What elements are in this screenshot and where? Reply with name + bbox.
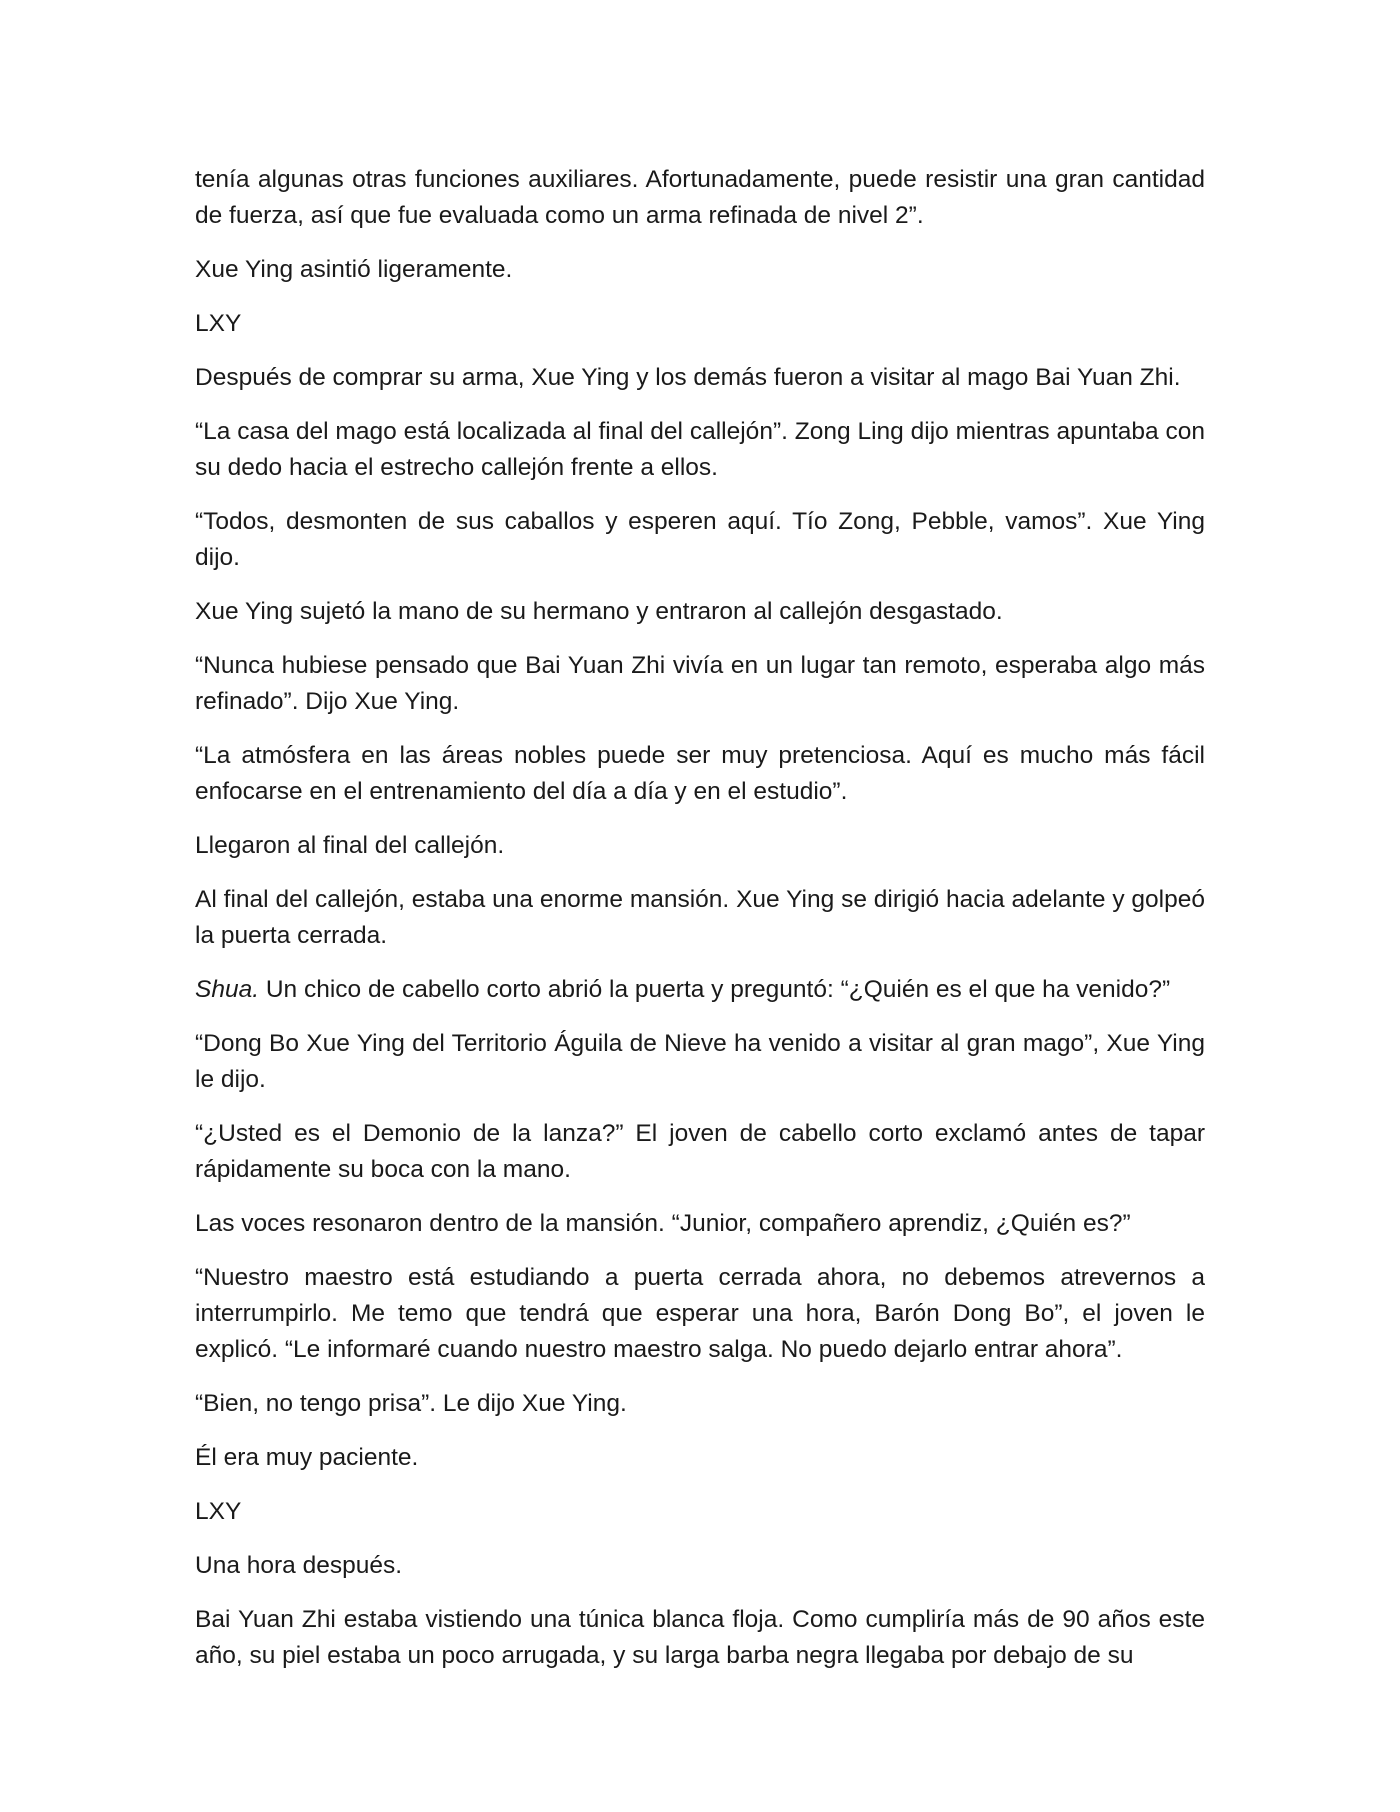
paragraph-text: Un chico de cabello corto abrió la puerta y preguntó: “¿Quién es el que ha venido?” — [259, 976, 1171, 1003]
section-divider: LXY — [195, 310, 242, 337]
paragraph: “La atmósfera en las áreas nobles puede ser muy pretenciosa. Aquí es mucho más fácil enfocarse en el entrenamiento del día a día y en el estudio”. — [195, 742, 1205, 805]
paragraph: “La casa del mago está localizada al final del callejón”. Zong Ling dijo mientras apuntaba con su dedo hacia el estrecho callejón frente a ellos. — [195, 418, 1205, 481]
paragraph: tenía algunas otras funciones auxiliares. Afortunadamente, puede resistir una gran cantidad de fuerza, así que fue evaluada como un arma refinada de nivel 2”. — [195, 166, 1205, 229]
italic-sound-word: Shua. — [195, 976, 260, 1003]
paragraph: “Nunca hubiese pensado que Bai Yuan Zhi vivía en un lugar tan remoto, esperaba algo más refinado”. Dijo Xue Ying. — [195, 652, 1205, 715]
paragraph: Xue Ying asintió ligeramente. — [195, 256, 513, 283]
paragraph: “Nuestro maestro está estudiando a puerta cerrada ahora, no debemos atrevernos a interrumpirlo. Me temo que tendrá que esperar una hora, Barón Dong Bo”, el joven le explicó. “Le informaré cuando nuestro maestro salga. No puedo dejarlo entrar ahora”. — [195, 1264, 1205, 1363]
document-page — [195, 162, 1205, 1674]
paragraph: “Dong Bo Xue Ying del Territorio Águila de Nieve ha venido a visitar al gran mago”, Xue Ying le dijo. — [195, 1030, 1205, 1093]
paragraph: Al final del callejón, estaba una enorme mansión. Xue Ying se dirigió hacia adelante y golpeó la puerta cerrada. — [195, 886, 1205, 949]
paragraph: Las voces resonaron dentro de la mansión. “Junior, compañero aprendiz, ¿Quién es?” — [195, 1210, 1131, 1237]
paragraph: Una hora después. — [195, 1552, 403, 1579]
paragraph: “Todos, desmonten de sus caballos y esperen aquí. Tío Zong, Pebble, vamos”. Xue Ying dijo. — [195, 508, 1205, 571]
paragraph: Bai Yuan Zhi estaba vistiendo una túnica blanca floja. Como cumpliría más de 90 años este año, su piel estaba un poco arrugada, y su larga barba negra llegaba por debajo de su — [195, 1606, 1205, 1669]
paragraph-shua — [195, 972, 1205, 1008]
paragraph: “Bien, no tengo prisa”. Le dijo Xue Ying. — [195, 1390, 627, 1417]
paragraph: “¿Usted es el Demonio de la lanza?” El joven de cabello corto exclamó antes de tapar rápidamente su boca con la mano. — [195, 1120, 1205, 1183]
paragraph: Él era muy paciente. — [195, 1444, 419, 1471]
section-divider: LXY — [195, 1498, 242, 1525]
paragraph: Llegaron al final del callejón. — [195, 832, 505, 859]
paragraph: Xue Ying sujetó la mano de su hermano y entraron al callejón desgastado. — [195, 598, 1003, 625]
paragraph: Después de comprar su arma, Xue Ying y los demás fueron a visitar al mago Bai Yuan Zhi. — [195, 364, 1181, 391]
